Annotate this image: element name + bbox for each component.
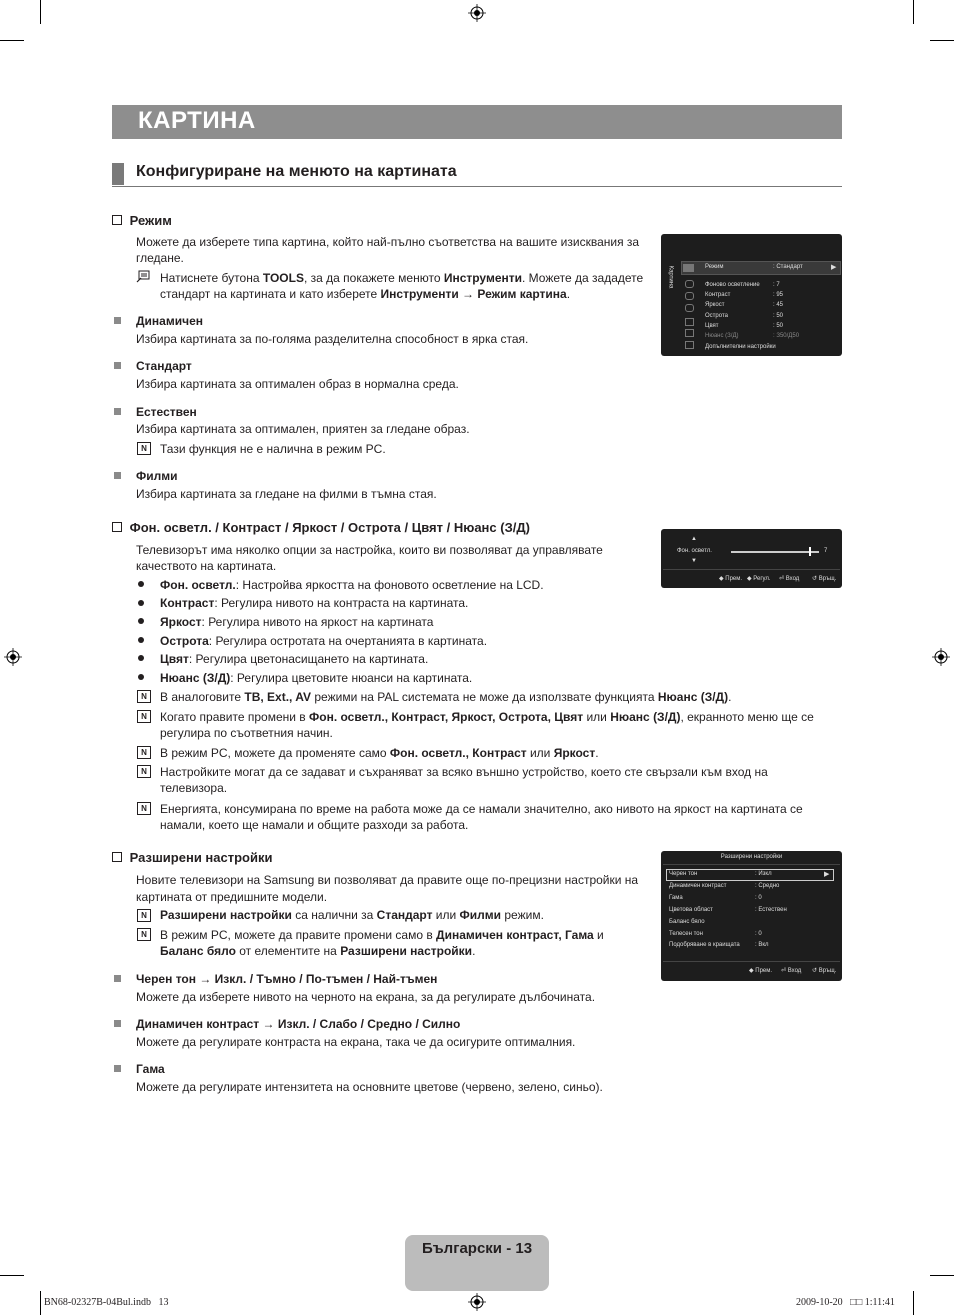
menu-row-label: Цвят	[705, 323, 719, 329]
checkbox-icon	[112, 215, 122, 225]
section-divider	[112, 186, 842, 187]
bullet-dot	[138, 637, 144, 643]
nav-move: ◆ Прем.	[749, 968, 773, 974]
menu-row-value: : Средно	[755, 883, 780, 889]
mode-item-desc: Избира картината за гледане на филми в тъмна стая.	[136, 487, 437, 501]
mode-item-name: Стандарт	[136, 359, 192, 373]
advanced-item-name: Гама	[136, 1062, 165, 1076]
bullet-square	[114, 1065, 121, 1072]
arrow-right-icon: ▶	[831, 264, 837, 271]
adjust-bullet: Острота: Регулира остротата на очертанията в картината.	[160, 634, 488, 648]
registration-mark-icon	[468, 1293, 486, 1311]
section-marker	[112, 163, 124, 185]
menu-row-label: Контраст	[705, 292, 731, 298]
crop-mark	[40, 0, 41, 24]
side-label: Картина	[667, 265, 674, 289]
menu-row-label: Телесен тон	[669, 931, 703, 937]
mode-item-name: Филми	[136, 469, 178, 483]
nav-enter: ⏎ Вход	[779, 576, 800, 582]
menu-row-value: : 50	[773, 323, 784, 329]
menu-row-label: Баланс бяло	[669, 919, 705, 925]
screen-title: Разширени настройки	[720, 854, 783, 860]
slider-thumb	[809, 547, 811, 556]
picture-menu-screenshot	[661, 234, 842, 356]
menu-row-value: : Стандарт	[773, 264, 803, 270]
nav-move: ◆ Прем.	[719, 576, 743, 582]
advanced-heading: Разширени настройки	[112, 850, 272, 865]
menu-row-label: Острота	[705, 313, 728, 319]
slider-value: 7	[824, 548, 828, 554]
menu-category-icon	[685, 318, 694, 326]
bullet-square	[114, 1020, 121, 1027]
tools-remote-icon	[136, 270, 150, 283]
adjust-heading: Фон. осветл. / Контраст / Яркост / Острота / Цвят / Нюанс (З/Д)	[112, 520, 530, 535]
adjust-bullet: Контраст: Регулира нивото на контраста на картината.	[160, 596, 469, 610]
menu-row-label: Подобряване в краищата	[669, 942, 740, 948]
nav-return: ↺ Връщ.	[812, 576, 837, 582]
advanced-settings-screenshot	[661, 851, 842, 981]
menu-row-value: : 45	[773, 302, 784, 308]
arrow-right-icon: ▶	[824, 871, 830, 878]
advanced-intro-line1: Новите телевизори на Samsung ви позволяват да правите още по-прецизни настройки на	[136, 873, 639, 887]
menu-category-icon	[685, 341, 694, 349]
crop-mark	[0, 40, 24, 41]
print-timestamp: 2009-10-20 □□ 1:11:41	[796, 1297, 895, 1308]
adjust-bullet: Фон. осветл.: Настройва яркостта на фоновото осветление на LCD.	[160, 578, 544, 592]
menu-category-icon	[683, 264, 694, 272]
menu-row-label: Динамичен контраст	[669, 883, 727, 889]
menu-row-label: Фоново осветление	[705, 282, 760, 288]
registration-mark-icon	[4, 648, 22, 666]
mode-item-desc: Избира картината за по-голяма разделителна способност в ярка стая.	[136, 332, 529, 346]
note-icon: N	[137, 442, 151, 455]
arrow-up-icon: ▲	[691, 536, 697, 542]
bullet-dot	[138, 618, 144, 624]
nav-adjust: ◆ Регул.	[747, 576, 771, 582]
menu-row-label: Черен тон	[669, 871, 698, 877]
page-title: КАРТИНА	[138, 107, 256, 134]
menu-row-label: Гама	[669, 895, 683, 901]
adjust-note: Настройките могат да се задават и съхраняват за всяко външно устройство, което сте свързали към вход на телевизора.	[160, 765, 768, 795]
slider-label: Фон. осветл.	[677, 548, 712, 554]
advanced-item-desc: Можете да регулирате интензитета на основните цветове (червено, зелено, синьо).	[136, 1080, 603, 1094]
nav-return: ↺ Връщ.	[812, 968, 837, 974]
page-title-bar	[112, 105, 842, 139]
note-icon: N	[137, 690, 151, 703]
nav-divider	[663, 961, 840, 962]
adjust-intro-line2: качеството на картината.	[136, 559, 277, 573]
mode-intro: Можете да изберете типа картина, който най-пълно съответства на вашите изисквания за гледане.	[136, 235, 640, 265]
advanced-intro-line2: картината от предишните модели.	[136, 890, 328, 904]
adjust-bullet: Нюанс (З/Д): Регулира цветовите нюанси на картината.	[160, 671, 473, 685]
note-icon: N	[137, 928, 151, 941]
menu-row-label: Цветова област	[669, 907, 713, 913]
menu-category-icon	[685, 280, 694, 288]
mode-item-desc: Избира картината за оптимален образ в нормална среда.	[136, 377, 459, 391]
crop-mark	[930, 40, 954, 41]
tools-note: Натиснете бутона TOOLS, за да покажете менюто Инструменти. Можете да зададете стандарт на картината и като изберете Инструменти → Режим картина.	[160, 271, 644, 301]
menu-row-value: : 0	[755, 931, 762, 937]
bullet-square	[114, 317, 121, 324]
mode-item-name: Естествен	[136, 405, 197, 419]
mode-item-name: Динамичен	[136, 314, 203, 328]
crop-mark	[0, 1275, 24, 1276]
menu-category-icon	[685, 304, 694, 312]
note-icon: N	[137, 710, 151, 723]
menu-row-label: Допълнителни настройки	[705, 344, 776, 350]
section-title: Конфигуриране на менюто на картината	[136, 163, 457, 180]
note-icon: N	[137, 746, 151, 759]
crop-mark	[913, 1291, 914, 1315]
bullet-square	[114, 362, 121, 369]
advanced-item-desc: Можете да регулирате контраста на екрана, така че да осигурите оптималния.	[136, 1035, 576, 1049]
note-icon: N	[137, 765, 151, 778]
backlight-slider-screenshot	[661, 529, 842, 588]
menu-category-icon	[685, 329, 694, 337]
crop-mark	[913, 0, 914, 24]
bullet-dot	[138, 655, 144, 661]
bullet-square	[114, 472, 121, 479]
adjust-bullet: Цвят: Регулира цветонасищането на картината.	[160, 652, 429, 666]
registration-mark-icon	[468, 4, 486, 22]
menu-row-label: Яркост	[705, 302, 725, 308]
adjust-note: Когато правите промени в Фон. осветл., Контраст, Яркост, Острота, Цвят или Нюанс (З/Д), екранното меню ще се регулира по съответния начин.	[160, 710, 814, 740]
adjust-note: Енергията, консумирана по време на работа може да се намали значително, ако нивото на яркост на картината се намали, което ще намали и общите разходи за работа.	[160, 802, 803, 832]
adjust-intro-line1: Телевизорът има няколко опции за настройка, които ви позволяват да управлявате	[136, 543, 603, 557]
menu-row-value: : З50/Д50	[773, 333, 800, 339]
bullet-dot	[138, 674, 144, 680]
bullet-square	[114, 975, 121, 982]
menu-row-label: Режим	[705, 264, 724, 270]
crop-mark	[40, 1291, 41, 1315]
menu-row-value: : Естествен	[755, 907, 787, 913]
arrow-down-icon: ▼	[691, 558, 697, 564]
checkbox-icon	[112, 522, 122, 532]
menu-row-label: Нюанс (З/Д)	[705, 333, 739, 339]
nav-enter: ⏎ Вход	[781, 968, 802, 974]
page-number: Български - 13	[421, 1240, 533, 1257]
note-icon: N	[137, 909, 151, 922]
advanced-note: Разширени настройки са налични за Стандарт или Филми режим.	[160, 908, 544, 922]
menu-row-value: : 95	[773, 292, 784, 298]
slider-track	[731, 551, 819, 553]
print-file-info: BN68-02327B-04Bul.indb 13	[44, 1297, 169, 1308]
page-number-tab	[405, 1235, 549, 1291]
menu-row-value: : Изкл	[755, 871, 772, 877]
checkbox-icon	[112, 852, 122, 862]
menu-category-icon	[685, 292, 694, 300]
mode-item-desc: Избира картината за оптимален, приятен за гледане образ.	[136, 422, 470, 436]
title-divider	[663, 864, 840, 865]
mode-heading: Режим	[112, 213, 172, 228]
advanced-item-name: Черен тон → Изкл. / Тъмно / По-тъмен / Най-тъмен	[136, 972, 438, 986]
mode-item-note: Тази функция не е налична в режим PC.	[160, 442, 386, 456]
adjust-note: В режим PC, можете да променяте само Фон. осветл., Контраст или Яркост.	[160, 746, 599, 760]
bullet-dot	[138, 600, 144, 606]
registration-mark-icon	[932, 648, 950, 666]
menu-row-value: : 7	[773, 282, 780, 288]
menu-row-value: : Вкл	[755, 942, 769, 948]
nav-divider	[663, 569, 840, 570]
note-icon: N	[137, 802, 151, 815]
bullet-square	[114, 408, 121, 415]
adjust-note: В аналоговите TB, Ext., AV режими на PAL системата не може да използвате функцията Нюанс (З/Д).	[160, 690, 732, 704]
advanced-note: В режим PC, можете да правите промени само в Динамичен контраст, Гама и Баланс бяло от елементите на Разширени настройки.	[160, 928, 604, 958]
advanced-item-name: Динамичен контраст → Изкл. / Слабо / Средно / Силно	[136, 1017, 461, 1031]
advanced-item-desc: Можете да изберете нивото на черното на екрана, за да регулирате дълбочината.	[136, 990, 596, 1004]
menu-row-value: : 0	[755, 895, 762, 901]
bullet-dot	[138, 581, 144, 587]
menu-row-value: : 50	[773, 313, 784, 319]
adjust-bullet: Яркост: Регулира нивото на яркост на картината	[160, 615, 434, 629]
crop-mark	[930, 1275, 954, 1276]
